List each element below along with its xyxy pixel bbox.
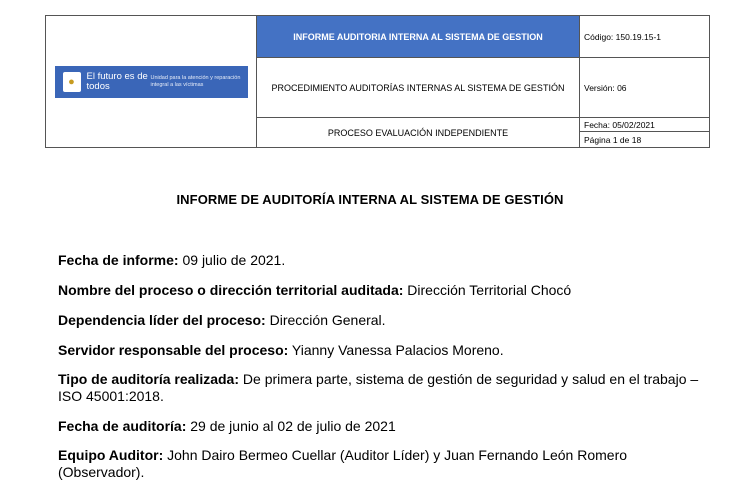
logo-main-text: El futuro es de todos <box>86 70 148 92</box>
field-dependencia <box>58 312 708 329</box>
field-equipo-auditor <box>58 447 708 481</box>
header-date: Fecha: 05/02/2021 <box>580 118 710 132</box>
header-version: Versión: 06 <box>580 58 710 118</box>
field-label: Fecha de informe: <box>58 252 179 268</box>
field-label: Servidor responsable del proceso: <box>58 342 289 358</box>
field-tipo-auditoria <box>58 371 708 405</box>
field-value: 09 julio de 2021. <box>178 252 286 268</box>
logo-sub-text: Unidad para la atención y reparación integral a las víctimas <box>150 75 241 88</box>
header-code: Código: 150.19.15-1 <box>580 16 710 58</box>
field-label: Dependencia líder del proceso: <box>58 312 266 328</box>
field-value: Dirección General. <box>265 312 386 328</box>
header-process: PROCESO EVALUACIÓN INDEPENDIENTE <box>257 118 580 148</box>
field-label: Equipo Auditor: <box>58 447 164 463</box>
field-label: Tipo de auditoría realizada: <box>58 371 240 387</box>
field-label: Nombre del proceso o dirección territorial auditada: <box>58 282 404 298</box>
field-fecha-informe <box>58 252 708 269</box>
field-nombre-proceso <box>58 282 708 299</box>
field-value: Yianny Vanessa Palacios Moreno. <box>288 342 504 358</box>
header-page: Página 1 de 18 <box>580 132 710 148</box>
coat-of-arms-icon: ● <box>63 72 81 92</box>
field-fecha-auditoria <box>58 418 708 435</box>
document-title: INFORME DE AUDITORÍA INTERNA AL SISTEMA DE GESTIÓN <box>176 192 564 207</box>
entity-logo <box>55 66 248 98</box>
field-servidor <box>58 342 708 359</box>
field-label: Fecha de auditoría: <box>58 418 187 434</box>
field-value: Dirección Territorial Chocó <box>403 282 572 298</box>
document-header-table <box>45 15 710 148</box>
logo-cell <box>46 16 257 148</box>
header-procedure: PROCEDIMIENTO AUDITORÍAS INTERNAS AL SISTEMA DE GESTIÓN <box>257 58 580 118</box>
field-value: John Dairo Bermeo Cuellar (Auditor Líder) y Juan Fernando León Romero (Observador). <box>58 447 628 480</box>
field-value: 29 de junio al 02 de julio de 2021 <box>186 418 396 434</box>
field-value: De primera parte, sistema de gestión de seguridad y salud en el trabajo – ISO 45001:2018. <box>58 371 699 404</box>
header-doc-title: INFORME AUDITORIA INTERNA AL SISTEMA DE GESTION <box>257 16 580 58</box>
